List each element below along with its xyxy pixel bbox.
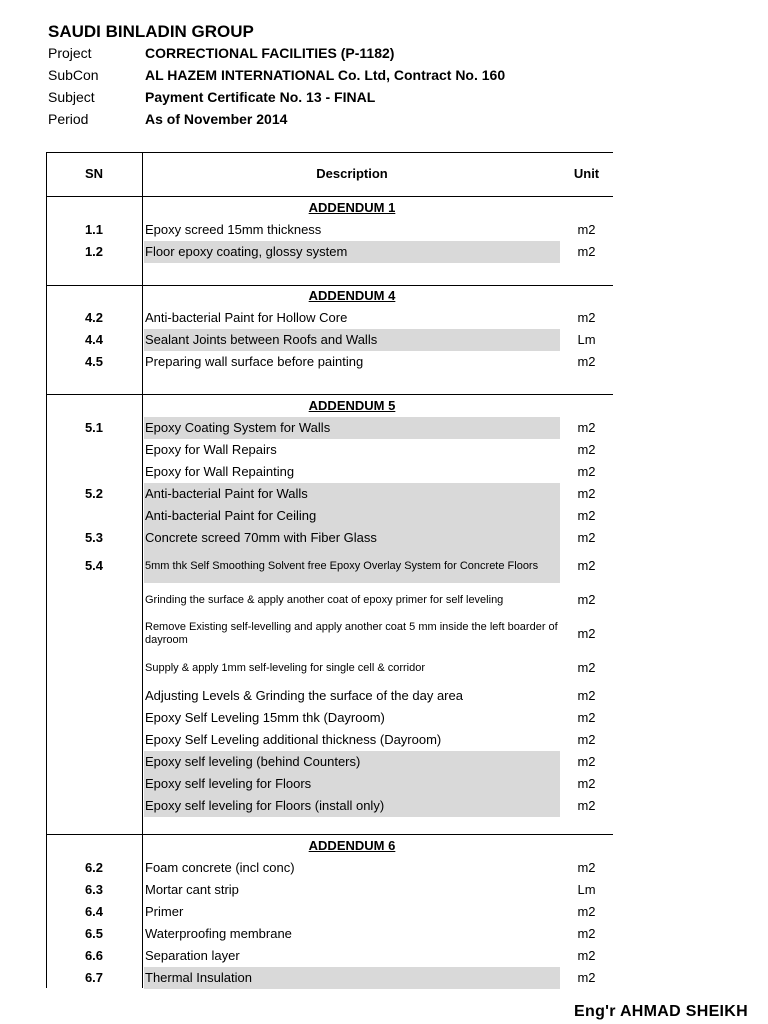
row-unit: m2 [577,948,596,963]
meta-label: Period [48,111,89,127]
table-row [46,505,613,527]
row-sn: 4.2 [84,310,104,325]
table-row [46,439,613,461]
row-unit: m2 [577,660,596,675]
row-description: Sealant Joints between Roofs and Walls [144,329,560,351]
row-sn [46,729,142,751]
row-unit: m2 [577,244,596,259]
row-description: Anti-bacterial Paint for Hollow Core [145,310,348,325]
row-description: Remove Existing self-levelling and apply another coat 5 mm inside the left boarder of dayroom [145,621,558,646]
signature: Eng'r AHMAD SHEIKH [574,1003,748,1020]
row-unit: m2 [577,710,596,725]
row-description: Epoxy self leveling for Floors [144,773,560,795]
table-row [46,751,613,773]
row-sn: 4.5 [84,354,104,369]
row-sn: 6.6 [84,948,104,963]
table-row [46,729,613,751]
row-unit: m2 [577,442,596,457]
row-description: Epoxy for Wall Repairs [145,442,277,457]
meta-value: Payment Certificate No. 13 - FINAL [145,89,376,105]
row-description: 5mm thk Self Smoothing Solvent free Epoxy Overlay System for Concrete Floors [144,549,560,583]
row-sn: 1.1 [84,222,104,237]
row-description: Primer [145,904,184,919]
row-description: Epoxy Self Leveling additional thickness (Dayroom) [145,732,442,747]
table-row [46,707,613,729]
meta-label: Subject [48,89,95,105]
section-divider [46,834,613,835]
row-sn: 6.7 [84,970,104,985]
row-description: Mortar cant strip [145,882,239,897]
row-description: Anti-bacterial Paint for Ceiling [144,505,560,527]
row-sn [46,461,142,483]
row-unit: m2 [577,754,596,769]
row-unit: m2 [577,486,596,501]
row-unit: m2 [577,860,596,875]
row-description: Waterproofing membrane [145,926,292,941]
row-description: Epoxy screed 15mm thickness [145,222,322,237]
row-unit: m2 [577,688,596,703]
row-unit: m2 [577,420,596,435]
row-description: Epoxy self leveling (behind Counters) [144,751,560,773]
row-sn: 5.3 [84,530,104,545]
row-description: Epoxy self leveling for Floors (install only) [144,795,560,817]
row-sn: 4.4 [84,332,104,347]
table-row [46,773,613,795]
row-sn [46,707,142,729]
row-unit: m2 [577,464,596,479]
row-description: Concrete screed 70mm with Fiber Glass [144,527,560,549]
row-sn: 5.2 [84,486,104,501]
row-description: Thermal Insulation [144,967,560,989]
section-title: ADDENDUM 6 [308,838,396,853]
section-title: ADDENDUM 1 [308,200,396,215]
row-description: Foam concrete (incl conc) [145,860,295,875]
row-unit: m2 [577,222,596,237]
row-sn: 5.4 [84,558,104,573]
meta-value: AL HAZEM INTERNATIONAL Co. Ltd, Contract No. 160 [145,67,506,83]
row-sn: 1.2 [84,244,104,259]
table-row [46,967,613,989]
section-title: ADDENDUM 5 [308,398,396,413]
section-divider [46,285,613,286]
row-unit: m2 [577,926,596,941]
row-description: Preparing wall surface before painting [145,354,364,369]
row-sn [46,651,142,685]
row-sn [46,583,142,617]
table-row [46,945,613,967]
row-unit: m2 [577,732,596,747]
row-sn: 6.2 [84,860,104,875]
row-unit: m2 [577,904,596,919]
table-row [46,483,613,505]
table-row [46,617,613,651]
table-row [46,527,613,549]
row-description: Grinding the surface & apply another coat of epoxy primer for self leveling [145,593,504,606]
company-name: SAUDI BINLADIN GROUP [48,22,254,41]
row-description: Floor epoxy coating, glossy system [144,241,560,263]
meta-value: As of November 2014 [145,111,288,127]
row-sn [46,439,142,461]
table-row [46,685,613,707]
table-row [46,923,613,945]
row-unit: m2 [577,626,596,641]
row-unit: Lm [577,332,596,347]
row-unit: Lm [577,882,596,897]
row-description: Separation layer [145,948,240,963]
row-unit: m2 [577,354,596,369]
meta-label: SubCon [48,67,99,83]
meta-value: CORRECTIONAL FACILITIES (P-1182) [145,45,395,61]
meta-label: Project [48,45,92,61]
row-unit: m2 [577,530,596,545]
table-row [46,583,613,617]
row-description: Anti-bacterial Paint for Walls [144,483,560,505]
row-unit: m2 [577,310,596,325]
row-unit: m2 [577,798,596,813]
header-description: Description [316,166,388,181]
table-row [46,417,613,439]
table-row [46,351,613,373]
row-description: Adjusting Levels & Grinding the surface of the day area [145,688,463,703]
table-row [46,307,613,329]
row-sn: 5.1 [84,420,104,435]
header-unit: Unit [573,166,600,181]
section-title: ADDENDUM 4 [308,288,396,303]
table-row [46,241,613,263]
table-row [46,795,613,817]
table-row [46,549,613,583]
table-row [46,219,613,241]
row-sn: 6.3 [84,882,104,897]
table-row [46,901,613,923]
header-sn: SN [84,166,104,181]
row-unit: m2 [577,970,596,985]
row-unit: m2 [577,508,596,523]
table-row [46,651,613,685]
section-divider [46,394,613,395]
row-sn [46,795,142,817]
row-sn [46,505,142,527]
row-unit: m2 [577,592,596,607]
row-description: Epoxy Self Leveling 15mm thk (Dayroom) [145,710,385,725]
row-description: Epoxy Coating System for Walls [144,417,560,439]
row-sn [46,617,142,651]
row-sn [46,751,142,773]
row-description: Epoxy for Wall Repainting [145,464,295,479]
row-unit: m2 [577,776,596,791]
row-sn [46,685,142,707]
row-sn [46,773,142,795]
row-sn: 6.4 [84,904,104,919]
table-row [46,879,613,901]
table-row [46,461,613,483]
row-sn: 6.5 [84,926,104,941]
payment-table [46,152,613,988]
row-description: Supply & apply 1mm self-leveling for single cell & corridor [145,661,426,674]
table-row [46,857,613,879]
table-row [46,329,613,351]
row-unit: m2 [577,558,596,573]
